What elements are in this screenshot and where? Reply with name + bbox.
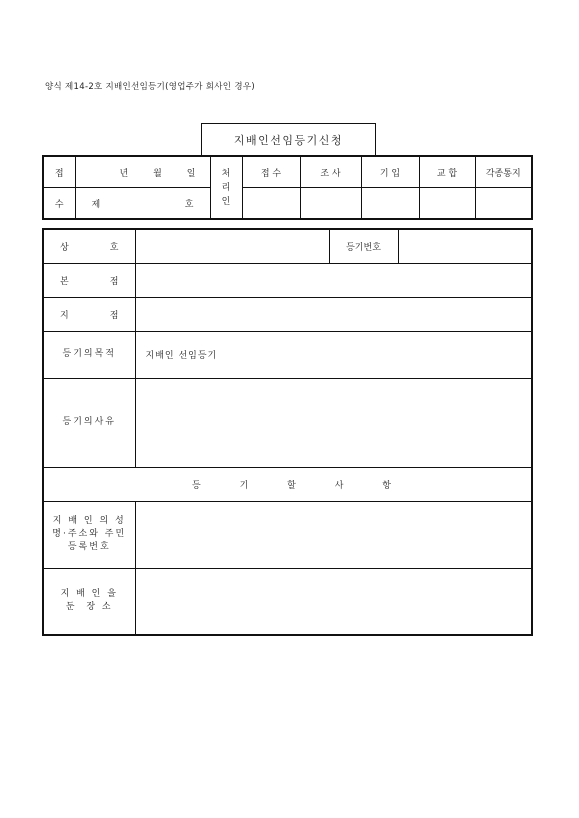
reg-number-label: 등기번호 bbox=[329, 229, 398, 263]
col-verify: 교 합 bbox=[419, 156, 475, 188]
receipt-su-label: 수 bbox=[43, 188, 75, 220]
cause-label: 등기의사유 bbox=[43, 378, 135, 467]
day-label: 일 bbox=[186, 168, 196, 179]
form-title: 지배인선임등기신청 bbox=[201, 123, 376, 155]
trade-name-label: 상 호 bbox=[43, 229, 135, 263]
col-review: 조 사 bbox=[300, 156, 361, 188]
stamp-notice[interactable] bbox=[475, 188, 532, 220]
manager-info-label: 지 배 인 의 성 명·주소와 주민 등록번호 bbox=[43, 501, 135, 568]
head-office-input[interactable] bbox=[135, 263, 532, 297]
trade-name-input[interactable] bbox=[135, 229, 329, 263]
place-input[interactable] bbox=[135, 568, 532, 635]
month-label: 월 bbox=[153, 168, 162, 179]
matters-heading: 등 기 할 사 항 bbox=[43, 467, 532, 501]
application-table bbox=[42, 228, 533, 636]
purpose-label: 등기의목적 bbox=[43, 331, 135, 378]
stamp-review[interactable] bbox=[300, 188, 361, 220]
stamp-entry[interactable] bbox=[361, 188, 419, 220]
stamp-verify[interactable] bbox=[419, 188, 475, 220]
number-prefix: 제 bbox=[91, 199, 101, 210]
col-entry: 기 입 bbox=[361, 156, 419, 188]
receipt-number-cell[interactable] bbox=[75, 188, 210, 220]
reg-number-input[interactable] bbox=[398, 229, 532, 263]
receipt-table bbox=[42, 155, 533, 220]
head-office-label: 본 점 bbox=[43, 263, 135, 297]
branch-input[interactable] bbox=[135, 297, 532, 331]
stamp-receipt[interactable] bbox=[242, 188, 300, 220]
receipt-jeop-label: 접 bbox=[43, 156, 75, 188]
col-notice: 각종통지 bbox=[475, 156, 532, 188]
col-receipt: 접 수 bbox=[242, 156, 300, 188]
purpose-value[interactable]: 지배인 선임등기 bbox=[135, 331, 532, 378]
place-label: 지 배 인 을 둔 장 소 bbox=[43, 568, 135, 635]
branch-label: 지 점 bbox=[43, 297, 135, 331]
processor-label: 처 리 인 bbox=[210, 156, 242, 219]
manager-info-input[interactable] bbox=[135, 501, 532, 568]
number-suffix: 호 bbox=[184, 199, 194, 210]
cause-input[interactable] bbox=[135, 378, 532, 467]
form-label: 양식 제14-2호 지배인선임등기(영업주가 회사인 경우) bbox=[45, 82, 255, 92]
receipt-date-cell[interactable] bbox=[75, 156, 210, 188]
year-label: 년 bbox=[119, 168, 129, 179]
